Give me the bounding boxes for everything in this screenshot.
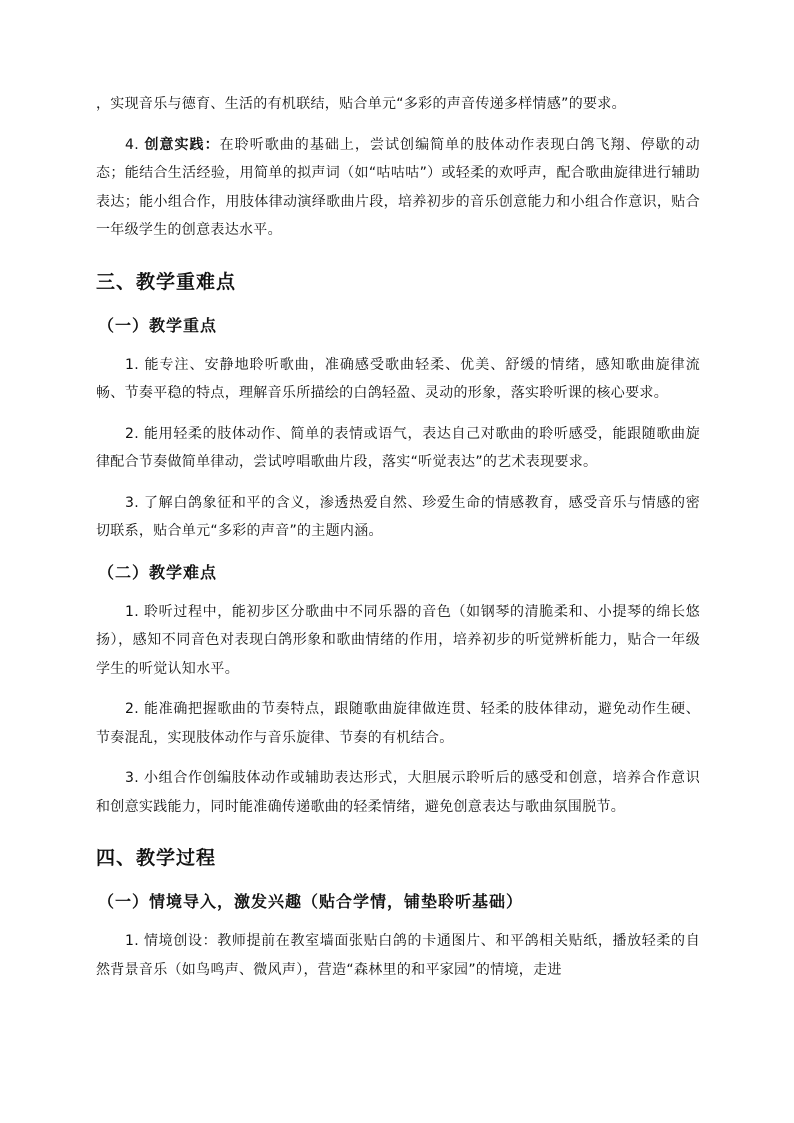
creative-practice-label: 创意实践： [144,136,220,153]
difficulties-heading: （二）教学难点 [98,562,218,582]
process-part1-heading: （一）情境导入，激发兴趣（贴合学情，铺垫聆听基础） [98,892,524,911]
section-heading-3: 三、教学重难点 [96,270,237,293]
section-heading-4: 四、教学过程 [96,847,217,869]
difficulty-item: 1. 聆听过程中，能初步区分歌曲中不同乐器的音色（如钢琴的清脆柔和、小提琴的绵长悠扬），感知不同音色对表现白鸽形象和歌曲情绪的作用，培养初步的听觉辨析能力，贴合一年级学生的听觉认知水平。 [96,603,700,677]
difficulty-item: 2. 能准确把握歌曲的节奏特点，跟随歌曲旋律做连贯、轻柔的肢体律动，避免动作生硬、节奏混乱，实现肢体动作与音乐旋律、节奏的有机结合。 [96,701,700,746]
key-point-item: 2. 能用轻柔的肢体动作、简单的表情或语气，表达自己对歌曲的聆听感受，能跟随歌曲旋律配合节奏做简单律动，尝试哼唱歌曲片段，落实“听觉表达”的艺术表现要求。 [96,425,700,470]
key-point-item: 3. 了解白鸽象征和平的含义，渗透热爱自然、珍爱生命的情感教育，感受音乐与情感的密切联系，贴合单元“多彩的声音”的主题内涵。 [96,494,700,539]
key-point-item: 1. 能专注、安静地聆听歌曲，准确感受歌曲轻柔、优美、舒缓的情绪，感知歌曲旋律流畅、节奏平稳的特点，理解音乐所描绘的白鸽轻盈、灵动的形象，落实聆听课的核心要求。 [96,356,700,401]
creative-practice-number: 4. [125,136,139,153]
difficulty-item: 3. 小组合作创编肢体动作或辅助表达形式，大胆展示聆听后的感受和创意，培养合作意识和创意实践能力，同时能准确传递歌曲的轻柔情绪，避免创意表达与歌曲氛围脱节。 [96,770,700,815]
document-page [96,90,700,996]
intro-continuation: ，实现音乐与德育、生活的有机联结，贴合单元“多彩的声音传递多样情感”的要求。 [96,96,626,112]
process-item: 1. 情境创设：教师提前在教室墙面张贴白鸽的卡通图片、和平鸽相关贴纸，播放轻柔的自然背景音乐（如鸟鸣声、微风声），营造“森林里的和平家园”的情境，走进 [96,933,700,978]
key-points-heading: （一）教学重点 [98,315,218,335]
creative-practice-text: 在聆听歌曲的基础上，尝试创编简单的肢体动作表现白鸽飞翔、停歇的动态；能结合生活经验，用简单的拟声词（如“咕咕咕”）或轻柔的欢呼声，配合歌曲旋律进行辅助表达；能小组合作，用肢体律动演绎歌曲片段，培养初步的音乐创意能力和小组合作意识，贴合一年级学生的创意表达水平。 [96,136,700,238]
creative-practice-paragraph [96,131,700,245]
